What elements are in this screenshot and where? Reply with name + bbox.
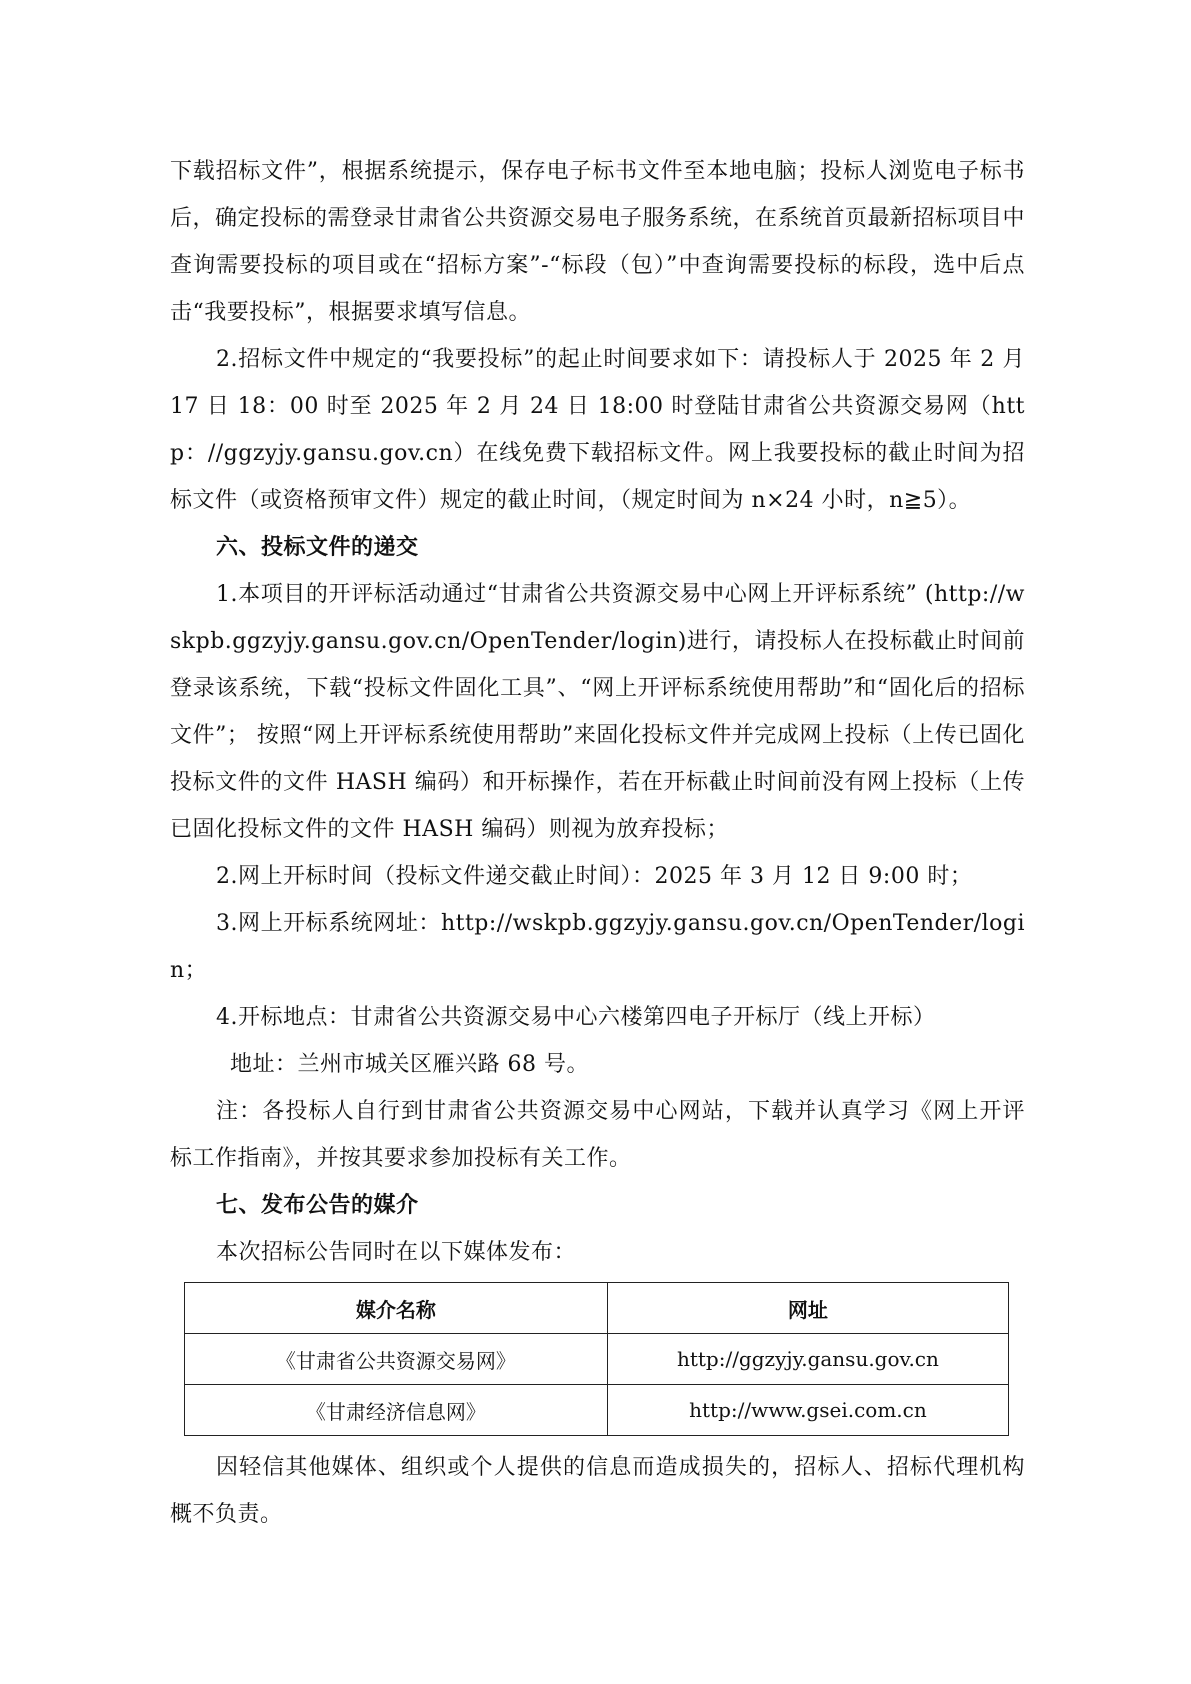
section7-intro: 本次招标公告同时在以下媒体发布：	[216, 1240, 577, 1265]
header-url: 网址	[607, 1283, 1008, 1334]
table-row	[185, 1334, 1009, 1385]
media-url-cell[interactable]: http://ggzyjy.gansu.gov.cn	[607, 1334, 1008, 1385]
paragraph-download-instructions: 下载招标文件”，根据系统提示，保存电子标书文件至本地电脑；投标人浏览电子标书后，确定投标的需登录甘肃省公共资源交易电子服务系统，在系统首页最新招标项目中查询需要投标的项目或在“招标方案”-“标段（包）”中查询需要投标的标段，选中后点击“我要投标”，根据要求填写信息。	[170, 159, 1026, 325]
section6-address: 地址：兰州市城关区雁兴路 68 号。	[230, 1052, 589, 1077]
section6-item-2: 2.网上开标时间（投标文件递交截止时间）：2025 年 3 月 12 日 9:00 时；	[216, 864, 973, 889]
section6-item-4: 4.开标地点：甘肃省公共资源交易中心六楼第四电子开标厅（线上开标）	[216, 1005, 936, 1030]
media-url-cell[interactable]: http://www.gsei.com.cn	[607, 1385, 1008, 1436]
media-table	[184, 1282, 1009, 1436]
media-name-cell: 《甘肃经济信息网》	[185, 1385, 608, 1436]
table-header-row	[185, 1283, 1009, 1334]
table-row	[185, 1385, 1009, 1436]
paragraph-bid-time: 2.招标文件中规定的“我要投标”的起止时间要求如下：请投标人于 2025 年 2 月 17 日 18：00 时至 2025 年 2 月 24 日 18:00 时登陆甘肃省公共资源交易网（http：//ggzyjy.gansu.gov.cn）在线免费下载招标文件。网上我要投标的截止时间为招标文件（或资格预审文件）规定的截止时间，（规定时间为 n×24 小时，n≧5）。	[170, 347, 1025, 513]
disclaimer-paragraph: 因轻信其他媒体、组织或个人提供的信息而造成损失的，招标人、招标代理机构概不负责。	[170, 1455, 1025, 1527]
section6-note: 注：各投标人自行到甘肃省公共资源交易中心网站，下载并认真学习《网上开评标工作指南》，并按其要求参加投标有关工作。	[170, 1099, 1025, 1171]
section6-item-1: 1.本项目的开评标活动通过“甘肃省公共资源交易中心网上开评标系统” (http://wskpb.ggzyjy.gansu.gov.cn/OpenTender/login)进行，请投标人在投标截止时间前登录该系统，下载“投标文件固化工具”、“网上开评标系统使用帮助”和“固化后的招标文件”； 按照“网上开评标系统使用帮助”来固化投标文件并完成网上投标（上传已固化投标文件的文件 HASH 编码）和开标操作，若在开标截止时间前没有网上投标（上传已固化投标文件的文件 HASH 编码）则视为放弃投标；	[170, 582, 1025, 842]
section7-heading: 七、发布公告的媒介	[216, 1192, 419, 1218]
section6-item-3: 3.网上开标系统网址：http://wskpb.ggzyjy.gansu.gov.cn/OpenTender/login；	[170, 911, 1025, 983]
header-media-name: 媒介名称	[185, 1283, 608, 1334]
media-name-cell: 《甘肃省公共资源交易网》	[185, 1334, 608, 1385]
section6-heading: 六、投标文件的递交	[216, 534, 419, 560]
document-body	[170, 148, 1025, 1538]
